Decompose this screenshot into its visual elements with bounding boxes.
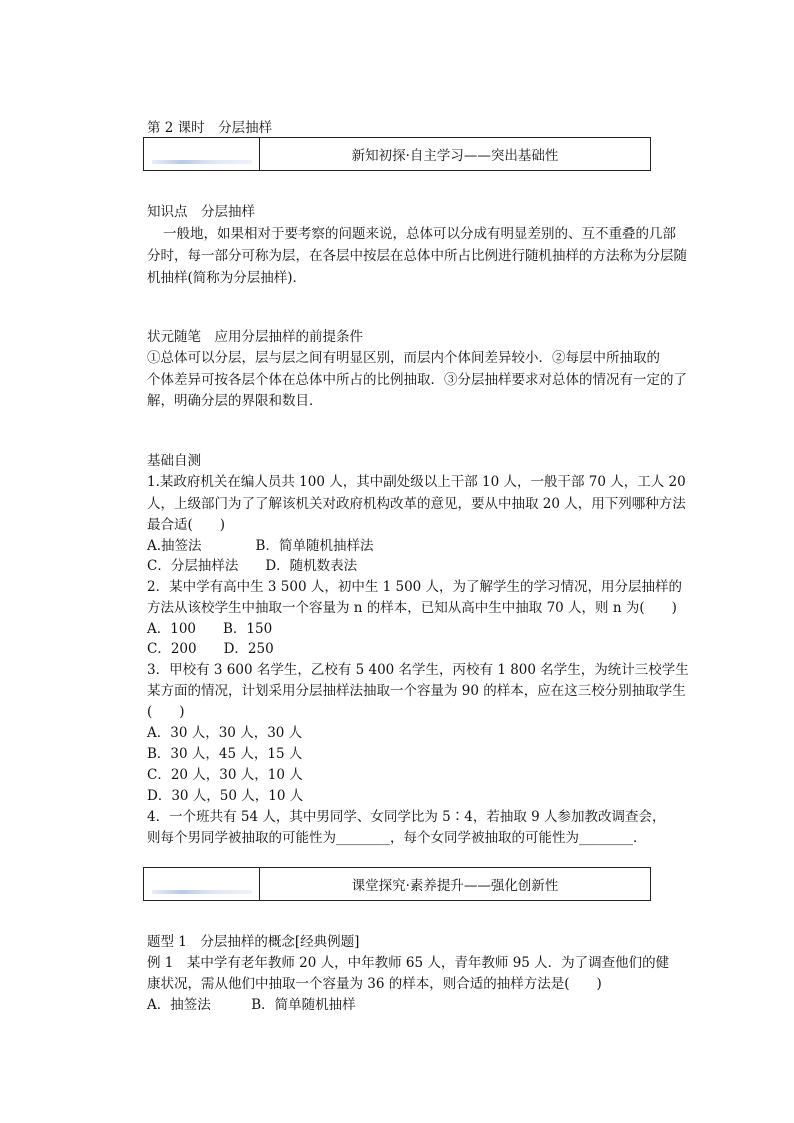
q3-option-b: B．30 人，45 人，15 人 (147, 746, 303, 762)
banner-gradient-bar (152, 890, 252, 894)
self-test-title: 基础自测 (147, 453, 201, 469)
ex1-options-1: A．抽签法 B．简单随机抽样 (147, 997, 356, 1013)
q2-line-2: 方法从该校学生中抽取一个容量为 n 的样本，已知从高中生中抽取 70 人，则 n 为( ) (147, 600, 677, 616)
banner-gradient-bar (152, 160, 252, 164)
q4-line-2: 则每个男同学被抽取的可能性为________，每个女同学被抽取的可能性为________． (147, 830, 647, 846)
q3-line-1: 3．甲校有 3 600 名学生，乙校有 5 400 名学生，丙校有 1 800 名学生，为统计三校学生 (147, 662, 689, 678)
banner-text: 课堂探究·素养提升——强化创新性 (351, 878, 559, 894)
q1-options-2: C．分层抽样法 D．随机数表法 (147, 558, 358, 574)
note-line-1: ①总体可以分层，层与层之间有明显区别，而层内个体间差异较小．②每层中所抽取的 (147, 350, 660, 366)
q1-line-2: 人，上级部门为了了解该机关对政府机构改革的意见，要从中抽取 20 人，用下列哪种方法 (147, 496, 686, 512)
q2-options-2: C．200 D．250 (147, 641, 274, 657)
q2-line-1: 2．某中学有高中生 3 500 人，初中生 1 500 人，为了解学生的学习情况，用分层抽样的 (147, 579, 683, 595)
q3-line-3: ( ) (147, 704, 185, 720)
kp-line-2: 分时，每一部分可称为层，在各层中按层在总体中所占比例进行随机抽样的方法称为分层随 (147, 248, 687, 264)
ex1-line-1: 例 1 某中学有老年教师 20 人，中年教师 65 人，青年教师 95 人．为了调查他们的健 (147, 955, 670, 971)
banner-decoration (144, 868, 260, 900)
q4-line-1: 4．一个班共有 54 人，其中男同学、女同学比为 5∶4，若抽取 9 人参加教改调查会， (147, 809, 666, 825)
banner-text: 新知初探·自主学习——突出基础性 (351, 148, 559, 164)
section-banner-new-knowledge (143, 137, 651, 171)
q2-options-1: A．100 B．150 (147, 621, 273, 637)
topic1-title: 题型 1 分层抽样的概念[经典例题] (147, 934, 360, 950)
q1-line-3: 最合适( ) (147, 517, 226, 533)
q3-option-a: A．30 人，30 人，30 人 (147, 725, 303, 741)
q3-option-c: C．20 人，30 人，10 人 (147, 767, 303, 783)
note-title: 状元随笔 应用分层抽样的前提条件 (147, 329, 363, 345)
q3-option-d: D．30 人，50 人，10 人 (147, 788, 304, 804)
q1-options-1: A.抽签法 B．简单随机抽样法 (147, 538, 374, 554)
kp-line-3: 机抽样(简称为分层抽样)． (147, 270, 307, 286)
banner-decoration (144, 138, 260, 170)
lesson-title: 第 2 课时 分层抽样 (147, 120, 273, 136)
q3-line-2: 某方面的情况，计划采用分层抽样法抽取一个容量为 90 的样本，应在这三校分别抽取学生 (147, 683, 686, 699)
section-banner-classroom (143, 867, 651, 901)
knowledge-point-title: 知识点 分层抽样 (147, 204, 255, 220)
kp-line-1: 一般地，如果相对于要考察的问题来说，总体可以分成有明显差别的、互不重叠的几部 (163, 226, 676, 242)
ex1-line-2: 康状况，需从他们中抽取一个容量为 36 的样本，则合适的抽样方法是( ) (147, 976, 602, 992)
q1-line-1: 1.某政府机关在编人员共 100 人，其中副处级以上干部 10 人，一般干部 70 人，工人 20 (147, 474, 686, 490)
note-line-2: 个体差异可按各层个体在总体中所占的比例抽取．③分层抽样要求对总体的情况有一定的了 (147, 372, 687, 388)
note-line-3: 解，明确分层的界限和数目． (147, 393, 323, 409)
